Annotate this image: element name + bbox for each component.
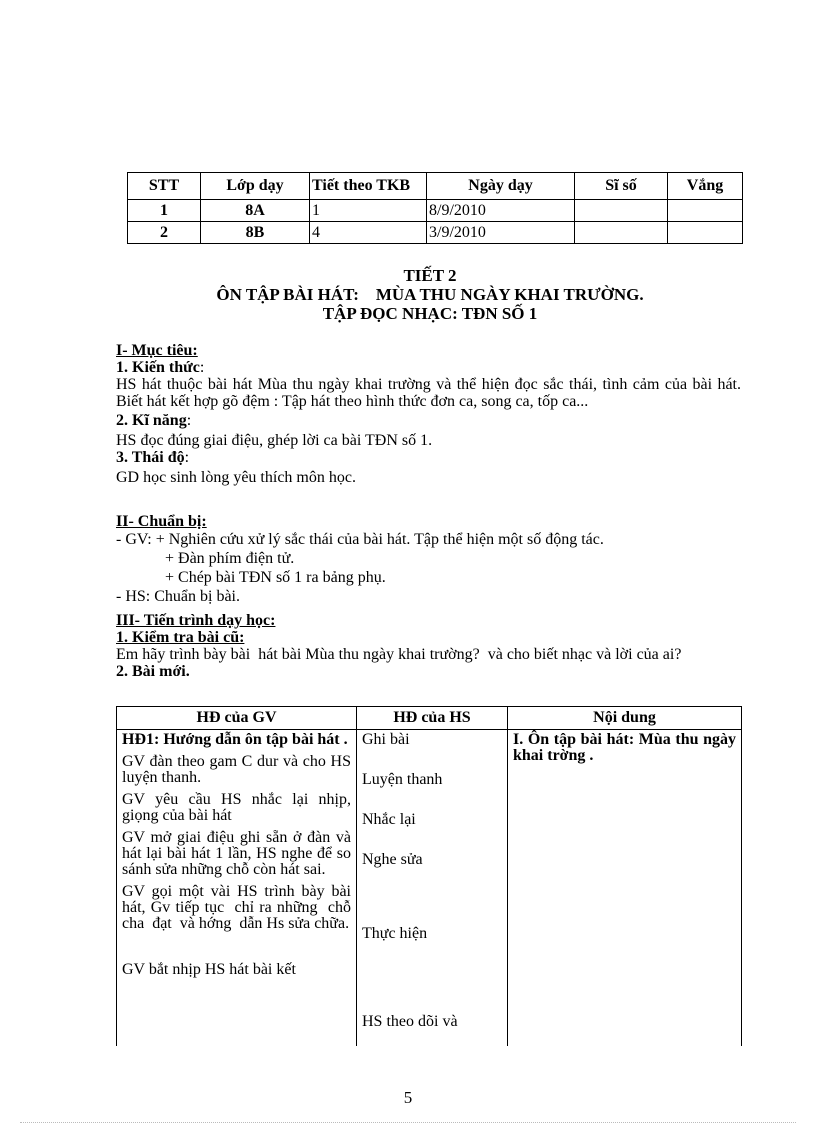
skill-text: HS đọc đúng giai điệu, ghép lời ca bài TĐN số 1. [116, 432, 433, 449]
schedule-row [128, 200, 743, 222]
activity-row [117, 730, 742, 1047]
gv-preparation: - GV: + Nghiên cứu xử lý sắc thái của bài hát. Tập thể hiện một số động tác. [116, 531, 604, 548]
schedule-table [127, 172, 743, 244]
lesson-title: ÔN TẬP BÀI HÁT: MÙA THU NGÀY KHAI TRƯỜNG. [216, 285, 644, 304]
cell-date: 8/9/2010 [427, 200, 575, 222]
attitude-heading: 3. Thái độ [116, 449, 185, 466]
student-item: Ghi bài [362, 731, 410, 748]
header-content: Nội dung [508, 707, 742, 730]
cell-absent [668, 222, 743, 244]
page-number: 5 [403, 1088, 413, 1107]
cell-absent [668, 200, 743, 222]
header-stt: STT [128, 173, 201, 200]
attitude-text: GD học sinh lòng yêu thích môn học. [116, 469, 356, 486]
gv-preparation-item: + Đàn phím điện tử. [165, 550, 295, 567]
knowledge-heading: 1. Kiến thức [116, 359, 200, 376]
teacher-item: GV yêu cầu HS nhắc lại nhịp, giọng của bài hát [122, 791, 351, 824]
header-period: Tiết theo TKB [310, 173, 427, 200]
schedule-header-row [128, 173, 743, 200]
cell-class: 8A [201, 200, 310, 222]
check-text: Em hãy trình bày bài hát bài Mùa thu ngày khai trường? và cho biết nhạc và lời của ai? [116, 646, 682, 663]
student-item: Nghe sửa [362, 851, 423, 868]
cell-stt: 1 [128, 200, 201, 222]
student-item: Luyện thanh [362, 771, 443, 788]
content-cell: I. Ôn tập bài hát: Mùa thu ngày khai trờng . [508, 730, 742, 1047]
header-teacher: HĐ của GV [117, 707, 357, 730]
cell-stt: 2 [128, 222, 201, 244]
cell-attendance [575, 222, 668, 244]
activity-table [116, 706, 742, 1046]
knowledge-text: HS hát thuộc bài hát Mùa thu ngày khai trường và thể hiện đọc sắc thái, tình cảm của bài hát. Biết hát kết hợp gõ đệm : Tập hát theo hình thức đơn ca, song ca, tốp ca... [116, 376, 741, 410]
cell-class: 8B [201, 222, 310, 244]
lesson-subtitle: TẬP ĐỌC NHẠC: TĐN SỐ 1 [322, 304, 538, 323]
header-date: Ngày dạy [427, 173, 575, 200]
gv-preparation-item: + Chép bài TĐN số 1 ra bảng phụ. [165, 569, 386, 586]
procedure-heading: III- Tiến trình dạy học: [116, 612, 276, 629]
lesson-titles [100, 266, 760, 323]
section-preparation [116, 514, 741, 606]
activity-header-row [117, 707, 742, 730]
header-student: HĐ của HS [357, 707, 508, 730]
teacher-item: GV mở giai điệu ghi sẵn ở đàn và hát lại bài hát 1 lần, HS nghe để so sánh sửa những chỗ còn hát sai. [122, 829, 351, 878]
teacher-item: GV đàn theo gam C dur và cho HS luyện thanh. [122, 753, 351, 786]
skill-heading: 2. Kĩ năng [116, 412, 187, 429]
student-item: Nhắc lại [362, 811, 416, 828]
section-procedure [116, 612, 741, 680]
new-lesson-heading: 2. Bài mới. [116, 663, 190, 680]
cell-attendance [575, 200, 668, 222]
section-objectives [116, 342, 741, 486]
teacher-activities [117, 730, 357, 1047]
teacher-item: GV bắt nhịp HS hát bài kết [122, 961, 296, 978]
hd1-title: HĐ1: Hướng dẫn ôn tập bài hát . [122, 731, 348, 748]
cell-date: 3/9/2010 [427, 222, 575, 244]
objectives-heading: I- Mục tiêu: [116, 342, 198, 359]
student-item: Thực hiện [362, 925, 428, 942]
cell-period: 1 [310, 200, 427, 222]
header-attendance: Sĩ số [575, 173, 668, 200]
student-item: HS theo dõi và [362, 1013, 458, 1030]
knowledge-colon: : [199, 359, 205, 376]
header-class: Lớp dạy [201, 173, 310, 200]
preparation-heading: II- Chuẩn bị: [116, 513, 207, 530]
skill-colon: : [186, 412, 192, 429]
teacher-item: GV gọi một vài HS trình bày bài hát, Gv tiếp tục chỉ ra những chỗ cha đạt và hớng dẫn Hs sửa chữa. [122, 883, 359, 932]
cell-period: 4 [310, 222, 427, 244]
student-activities [357, 730, 508, 1047]
hs-preparation: - HS: Chuẩn bị bài. [116, 588, 240, 605]
lesson-number: TIẾT 2 [403, 266, 457, 285]
schedule-row [128, 222, 743, 244]
attitude-colon: : [184, 449, 190, 466]
check-heading: 1. Kiểm tra bài cũ: [116, 629, 245, 646]
header-absent: Vắng [668, 173, 743, 200]
